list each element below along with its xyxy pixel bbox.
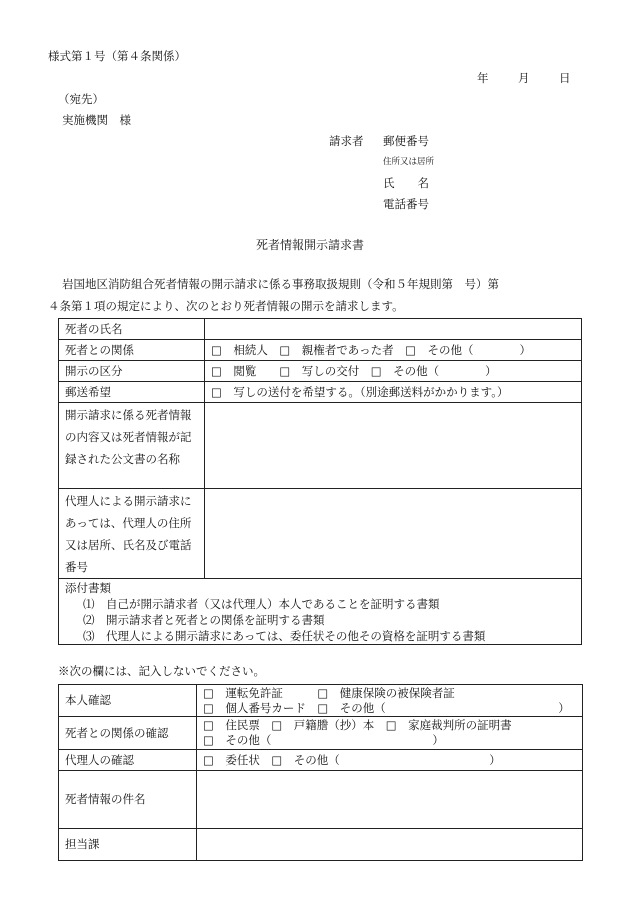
identity-label: 本人確認 [59, 685, 197, 717]
addressee-name: 実施機関 様 [62, 113, 131, 127]
relation-check-line-2[interactable]: □ その他（ ） [203, 733, 444, 747]
relation-options[interactable]: □ 相続人 □ 親権者であった者 □ その他（ ） [205, 340, 582, 361]
request-table [58, 318, 582, 645]
identity-line-2[interactable]: □ 個人番号カード □ その他（ ） [203, 700, 570, 715]
attachment-item: ⑵ 開示請求者と死者との関係を証明する書類 [83, 613, 325, 627]
deceased-name-row [59, 319, 582, 340]
method-row [59, 361, 582, 382]
subject-label: 死者情報の件名 [59, 771, 197, 829]
addressee-label: （宛先） [58, 92, 104, 106]
relation-check-options [197, 717, 583, 750]
attachments-row [59, 579, 582, 645]
agent-value[interactable] [205, 489, 582, 579]
attachments-cell [59, 579, 582, 645]
relation-check-line-1[interactable]: □ 住民票 □ 戸籍謄（抄）本 □ 家庭裁判所の証明書 [203, 718, 512, 732]
identity-options [197, 685, 583, 717]
requester-postal: 郵便番号 [383, 134, 429, 148]
attachment-item: ⑶ 代理人による開示請求にあっては、委任状その他その資格を証明する書類 [83, 629, 486, 643]
attachments-label: 添付書類 [65, 581, 111, 595]
section-row [59, 829, 583, 861]
requester-name: 氏 名 [383, 176, 429, 190]
subject-value[interactable] [197, 771, 583, 829]
relation-label: 死者との関係 [59, 340, 205, 361]
date-day: 日 [559, 71, 571, 85]
relation-check-label: 死者との関係の確認 [59, 717, 197, 750]
attachment-item: ⑴ 自己が開示請求者（又は代理人）本人であることを証明する書類 [83, 597, 440, 611]
requester-address: 住所又は居所 [383, 157, 435, 167]
agent-label: 代理人による開示請求にあっては、代理人の住所又は居所、氏名及び電話番号 [59, 489, 205, 579]
agent-check-options[interactable]: □ 委任状 □ その他（ ） [197, 750, 583, 771]
subject-row [59, 771, 583, 829]
deceased-name-value[interactable] [205, 319, 582, 340]
relation-row [59, 340, 582, 361]
content-value[interactable] [205, 403, 582, 489]
date-year: 年 [477, 71, 489, 85]
relation-check-row [59, 717, 583, 750]
requester-heading: 請求者 [329, 134, 364, 148]
method-label: 開示の区分 [59, 361, 205, 382]
identity-row [59, 685, 583, 717]
page-title: 死者情報開示請求書 [256, 238, 365, 252]
office-use-note: ※次の欄には、記入しないでください。 [58, 664, 265, 678]
content-label: 開示請求に係る死者情報の内容又は死者情報が記録された公文書の名称 [59, 403, 205, 489]
intro-line-2: ４条第１項の規定により、次のとおり死者情報の開示を請求します。 [48, 299, 404, 313]
mail-option[interactable]: □ 写しの送付を希望する。（別途郵送料がかかります。） [205, 382, 582, 403]
agent-check-label: 代理人の確認 [59, 750, 197, 771]
mail-label: 郵送希望 [59, 382, 205, 403]
method-options[interactable]: □ 閲覧 □ 写しの交付 □ その他（ ） [205, 361, 582, 382]
requester-phone: 電話番号 [383, 197, 429, 211]
identity-line-1[interactable]: □ 運転免許証 □ 健康保険の被保険者証 [203, 685, 455, 700]
agent-row [59, 489, 582, 579]
deceased-name-label: 死者の氏名 [59, 319, 205, 340]
section-value[interactable] [197, 829, 583, 861]
content-row [59, 403, 582, 489]
agent-check-row [59, 750, 583, 771]
date-month: 月 [518, 71, 530, 85]
office-table [58, 684, 583, 861]
intro-line-1: 岩国地区消防組合死者情報の開示請求に係る事務取扱規則（令和５年規則第 号）第 [62, 277, 499, 291]
mail-row [59, 382, 582, 403]
section-label: 担当課 [59, 829, 197, 861]
form-number: 様式第１号（第４条関係） [48, 49, 186, 63]
